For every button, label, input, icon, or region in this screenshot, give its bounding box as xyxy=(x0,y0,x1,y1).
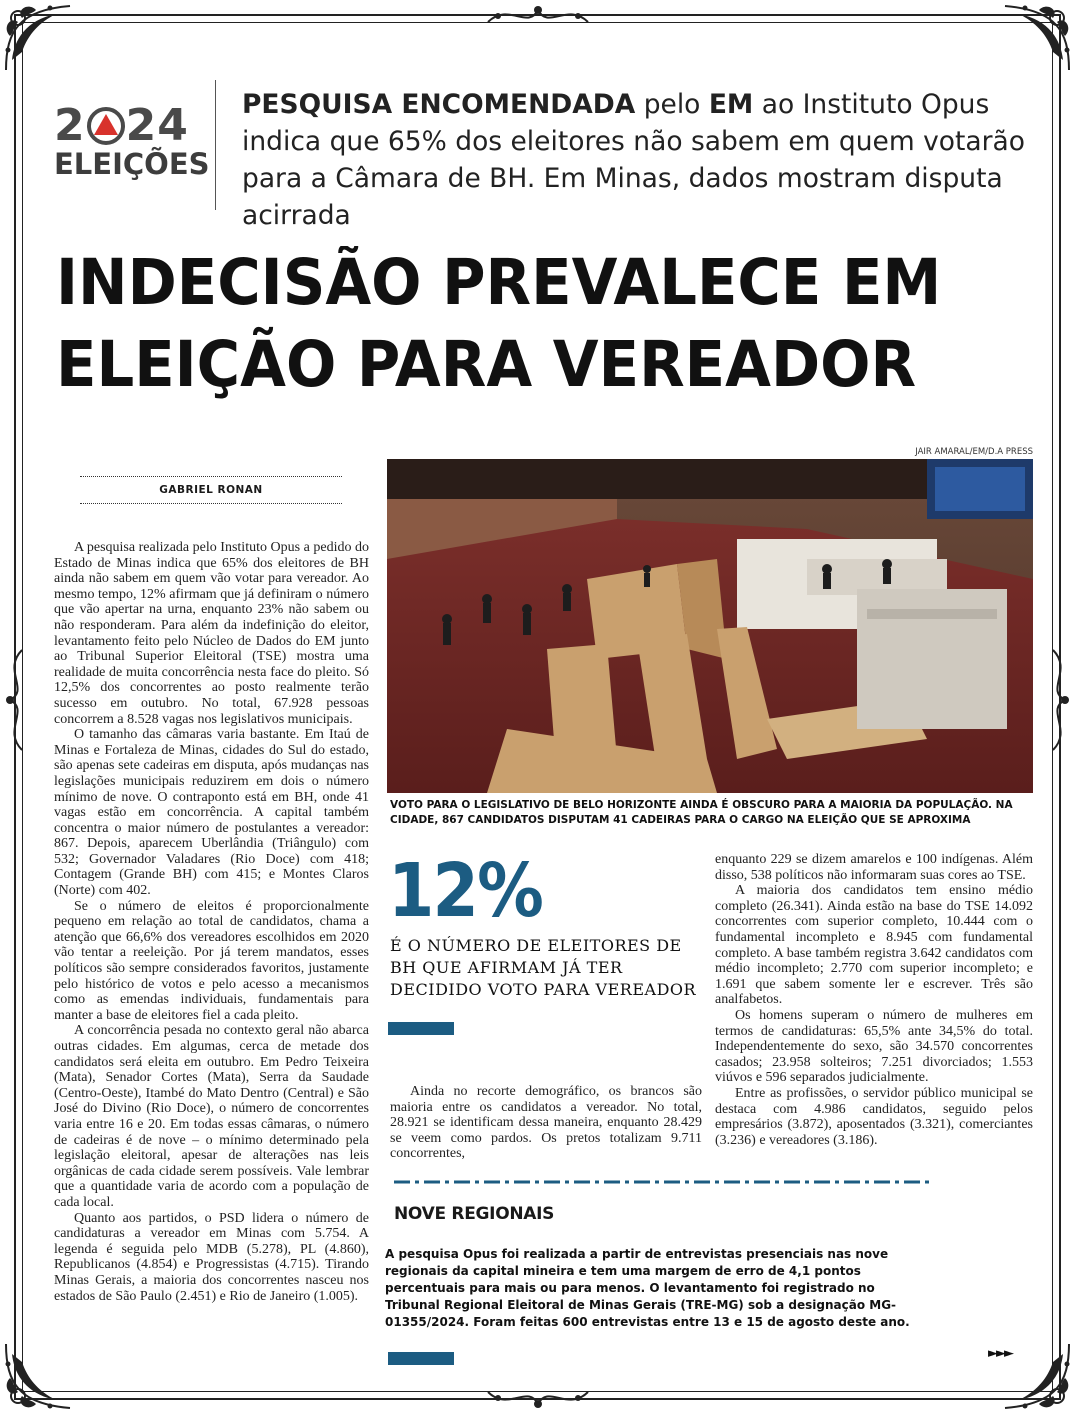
assembly-photo xyxy=(387,459,1033,793)
body-column-right xyxy=(715,852,1033,1148)
corner-ornament-top-right xyxy=(1001,0,1075,74)
headline-line-1: INDECISÃO PREVALECE EM xyxy=(56,246,942,319)
pull-quote-text: É O NÚMERO DE ELEITORES DE BH QUE AFIRMAM JÁ TER DECIDIDO VOTO PARA VEREADOR xyxy=(390,936,697,999)
deck-em: EM xyxy=(708,89,754,120)
paragraph: enquanto 229 se dizem amarelos e 100 indígenas. Além disso, 538 políticos não informaram suas cores ao TSE. xyxy=(715,852,1033,883)
byline-rule-bottom xyxy=(80,503,342,504)
headline xyxy=(56,242,977,406)
paragraph: A pesquisa realizada pelo Instituto Opus a pedido do Estado de Minas indica que 65% dos eleitores de BH ainda não sabem em quem vão votar para vereador. Ao mesmo tempo, 12% afirmam que já definiram o número que vão apertar na urna, enquanto 23% não sabem ou não responderam. Para além da indefinição do eleitor, levantamento feito pelo Núcleo de Dados do EM junto ao Tribunal Superior Eleitoral (TSE) mostra uma realidade de muita concorrência nesta face do pleito. Só 12,5% dos concorrentes ao posto realmente terão sucesso em outubro. No total, 67.928 pessoas concorrem a 8.528 vagas nos legislativos municipais. xyxy=(54,540,369,727)
byline: GABRIEL RONAN xyxy=(159,484,263,496)
pull-quote-value: 12% xyxy=(388,848,543,934)
corner-ornament-bottom-left xyxy=(0,1340,74,1414)
paragraph: Se o número de eleitos é proporcionalmente pequeno em relação ao total de candidatos, chama a atenção que 66,6% dos vereadores escolhidos em 2020 vão tentar a reeleição. Por já terem mandatos, esses políticos são sempre considerados favoritos, justamente pelo histórico de votos e pelo acesso a mecanismos como as emendas individuais, fundamentais para manter a base de eleitores fiel a cada pleito. xyxy=(54,898,369,1023)
byline-rule-top xyxy=(80,476,342,477)
deck-summary xyxy=(242,86,1042,234)
deck-rest: ao Instituto Opus indica que 65% dos eleitores não sabem em quem votarão para a Câmara de BH. Em Minas, dados mostram disputa acirrada xyxy=(242,89,1025,231)
body-column-middle xyxy=(390,1084,702,1162)
left-ornament xyxy=(2,640,32,760)
paragraph: Os homens superam o número de mulheres em termos de candidaturas: 65,5% ante 34,5% do total. Independentemente do sexo, são 34.570 concorrentes casados; 23.958 solteiros; 7.251 divorciados; 1.553 viúvos e 596 separados judicialmente. xyxy=(715,1007,1033,1086)
bottom-ornament xyxy=(478,1382,598,1412)
box-dashed-rule xyxy=(394,1180,934,1184)
box-accent-bar xyxy=(388,1352,454,1365)
logo-label: ELEIÇÕES xyxy=(54,147,210,181)
body-column-left xyxy=(54,540,369,1304)
box-title: NOVE REGIONAIS xyxy=(394,1204,555,1224)
box-text: A pesquisa Opus foi realizada a partir de entrevistas presenciais nas nove regionais da capital mineira e tem uma margem de erro de 4,1 pontos percentuais para mais ou para menos. O levantamento foi registrado no Tribunal Regional Eleitoral de Minas Gerais (TRE-MG) sob a designação MG-01355/2024. Foram feitas 600 entrevistas entre 13 e 15 de agosto deste ano. xyxy=(385,1247,910,1329)
elections-2024-logo xyxy=(54,100,210,181)
logo-year-left: 2 xyxy=(54,100,86,151)
paragraph: Quanto aos partidos, o PSD lidera o número de candidaturas a vereador em Minas com 5.754. A legenda é seguida pelo MDB (5.278), PL (4.860), Republicanos (4.854) e Progressistas (4.715). Tirando Minas Gerais, a maioria dos concorrentes nasceu nos estados de São Paulo (2.451) e Rio de Janeiro (1.005). xyxy=(54,1210,369,1304)
deck-lead: PESQUISA ENCOMENDADA xyxy=(242,89,636,120)
paragraph: Ainda no recorte demográfico, os brancos são maioria entre os candidatos a vereador. No total, 28.921 se identificam dessa maneira, enquanto 28.429 se veem como pardos. Os pretos totalizam 9.711 concorrentes, xyxy=(390,1084,702,1162)
top-ornament xyxy=(478,2,598,32)
paragraph: A concorrência pesada no contexto geral não abarca outras cidades. Em algumas, cerca de metade dos candidatos será eleita em outubro. Em Pedro Teixeira (Mata), Senador Cortes (Mata), Serra da Saudade (Centro-Oeste), Itambé do Mato Dentro (Central) e São José do Divino (Rio Doce), o número de concorrentes varia entre 16 e 20. Em todas essas câmaras, o número de cadeiras é de nove – o mínimo determinado pela legislação eleitoral, apesar de alterações nas leis orgânicas de cada cidade serem possíveis. Vale lembrar que a quantidade varia de acordo com a população de cada local. xyxy=(54,1023,369,1210)
continue-marker: ►►► xyxy=(988,1346,1012,1361)
corner-ornament-bottom-right xyxy=(1001,1340,1075,1414)
paragraph: A maioria dos candidatos tem ensino médio completo (26.341). Ainda estão na base do TSE 14.092 concorrentes com superior completo, 10.444 com o fundamental incompleto e 8.945 com fundamental completo. A base também registra 3.642 candidatos com médio incompleto; 2.770 com superior incompleto; e 1.691 que sabem somente ler e escrever. Três são analfabetos. xyxy=(715,883,1033,1008)
photo-credit: JAIR AMARAL/EM/D.A PRESS xyxy=(915,447,1033,457)
minas-triangle-icon xyxy=(87,107,125,145)
photo-caption: VOTO PARA O LEGISLATIVO DE BELO HORIZONTE AINDA É OBSCURO PARA A MAIORIA DA POPULAÇÃO. NA CIDADE, 867 CANDIDATOS DISPUTAM 41 CADEIRAS PARA O CARGO NA ELEIÇÃO QUE SE APROXIMA xyxy=(390,799,1013,826)
pull-quote-accent-bar xyxy=(388,1022,454,1035)
right-ornament xyxy=(1043,640,1073,760)
headline-line-2: ELEIÇÃO PARA VEREADOR xyxy=(56,328,917,401)
logo-year-right: 24 xyxy=(125,100,189,151)
corner-ornament-top-left xyxy=(0,0,74,74)
header-divider xyxy=(215,80,216,210)
logo-year xyxy=(54,100,204,151)
paragraph: Entre as profissões, o servidor público municipal se destaca com 4.986 candidatos, seguido pelos empresários (3.872), aposentados (3.321), comerciantes (3.236) e vereadores (3.186). xyxy=(715,1085,1033,1148)
paragraph: O tamanho das câmaras varia bastante. Em Itaú de Minas e Fortaleza de Minas, cidades do Sul do estado, são apenas sete cadeiras em disputa, após mudanças nas legislações municipais reduzirem em dois o número mínimo de nove. O contraponto está em BH, onde 41 vagas estão em concorrência. A capital também concentra o maior número de postulantes a vereador: 867. Depois, aparecem Uberlândia (Triângulo) com 532; Governador Valadares (Rio Doce) com 418; Contagem (Grande BH) com 415; e Montes Claros (Norte) com 402. xyxy=(54,727,369,899)
deck-mid: pelo xyxy=(635,89,709,120)
